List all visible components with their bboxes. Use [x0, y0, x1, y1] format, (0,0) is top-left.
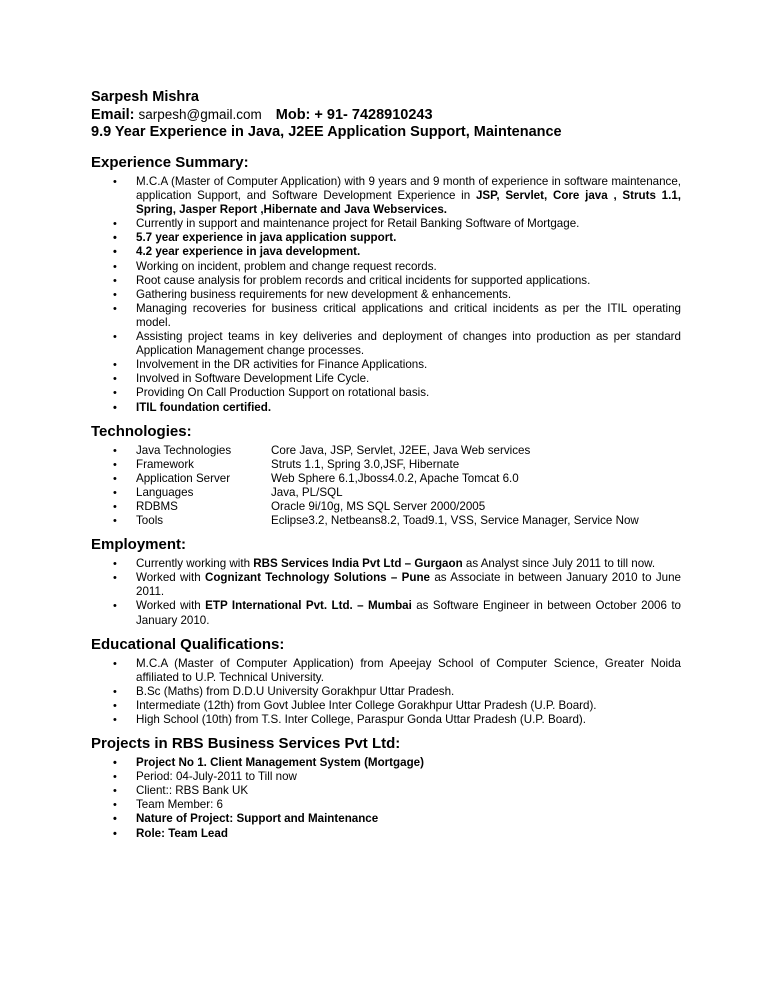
list-item: • High School (10th) from T.S. Inter College, Paraspur Gonda Uttar Pradesh (U.P. Board). [91, 713, 681, 727]
list-item: • M.C.A (Master of Computer Application) with 9 years and 9 month of experience in software maintenance, application Support, and Software Development Experience in JSP, Servlet, Core java , Struts 1.1, Spring, Jasper Report ,Hibernate and Java Webservices. [91, 175, 681, 217]
experience-heading: Experience Summary: [91, 154, 249, 171]
employment-list [91, 557, 681, 627]
tech-row: • Framework Struts 1.1, Spring 3.0,JSF, Hibernate [91, 458, 681, 472]
list-item: • Currently in support and maintenance project for Retail Banking Software of Mortgage. [91, 217, 681, 231]
list-item: • Involvement in the DR activities for Finance Applications. [91, 358, 681, 372]
contact-line [91, 106, 681, 124]
list-item: • Nature of Project: Support and Maintenance [91, 812, 681, 826]
list-item: • Assisting project teams in key deliveries and deployment of changes into production as per standard Application Management change processes. [91, 330, 681, 358]
list-item: • Team Member: 6 [91, 798, 681, 812]
list-item: • Role: Team Lead [91, 827, 681, 841]
education-list [91, 657, 681, 727]
technologies-heading: Technologies: [91, 422, 192, 440]
headline: 9.9 Year Experience in Java, J2EE Application Support, Maintenance [91, 124, 562, 140]
list-item: • Worked with ETP International Pvt. Ltd. – Mumbai as Software Engineer in between October 2006 to January 2010. [91, 599, 681, 627]
list-item: • ITIL foundation certified. [91, 401, 681, 415]
experience-list [91, 175, 681, 415]
list-item: • Working on incident, problem and change request records. [91, 260, 681, 274]
tech-row: • Application Server Web Sphere 6.1,Jboss4.0.2, Apache Tomcat 6.0 [91, 472, 681, 486]
email-value: sarpesh@gmail.com [138, 107, 262, 122]
technologies-list [91, 444, 681, 529]
list-item: • Client:: RBS Bank UK [91, 784, 681, 798]
list-item: • 5.7 year experience in java application support. [91, 231, 681, 245]
list-item: • M.C.A (Master of Computer Application) from Apeejay School of Computer Science, Greater Noida affiliated to U.P. Technical University. [91, 657, 681, 685]
education-heading: Educational Qualifications: [91, 635, 285, 653]
tech-row: • Tools Eclipse3.2, Netbeans8.2, Toad9.1, VSS, Service Manager, Service Now [91, 514, 681, 528]
list-item: • Worked with Cognizant Technology Solutions – Pune as Associate in between January 2010 to June 2011. [91, 571, 681, 599]
list-item: • Intermediate (12th) from Govt Jublee Inter College Gorakhpur Uttar Pradesh (U.P. Board). [91, 699, 681, 713]
tech-row: • RDBMS Oracle 9i/10g, MS SQL Server 2000/2005 [91, 500, 681, 514]
list-item: • Involved in Software Development Life Cycle. [91, 372, 681, 386]
employment-heading: Employment: [91, 536, 187, 554]
mobile-number: Mob: + 91- 7428910243 [275, 107, 433, 123]
list-item: • Gathering business requirements for new development & enhancements. [91, 288, 681, 302]
list-item: • B.Sc (Maths) from D.D.U University Gorakhpur Uttar Pradesh. [91, 685, 681, 699]
tech-row: • Languages Java, PL/SQL [91, 486, 681, 500]
email-label: Email: [91, 107, 135, 123]
list-item: • Providing On Call Production Support on rotational basis. [91, 386, 681, 400]
projects-heading: Projects in RBS Business Services Pvt Ltd: [91, 735, 401, 753]
list-item: • Managing recoveries for business critical applications and critical incidents as per the ITIL operating model. [91, 302, 681, 330]
list-item: • Currently working with RBS Services India Pvt Ltd – Gurgaon as Analyst since July 2011 to till now. [91, 557, 681, 571]
list-item: • Project No 1. Client Management System (Mortgage) [91, 756, 681, 770]
resume-page [91, 89, 681, 841]
list-item: • Period: 04-July-2011 to Till now [91, 770, 681, 784]
candidate-name: Sarpesh Mishra [91, 89, 199, 105]
list-item: • 4.2 year experience in java development. [91, 245, 681, 259]
list-item: • Root cause analysis for problem records and critical incidents for supported applications. [91, 274, 681, 288]
projects-list [91, 756, 681, 841]
tech-row: • Java Technologies Core Java, JSP, Servlet, J2EE, Java Web services [91, 444, 681, 458]
